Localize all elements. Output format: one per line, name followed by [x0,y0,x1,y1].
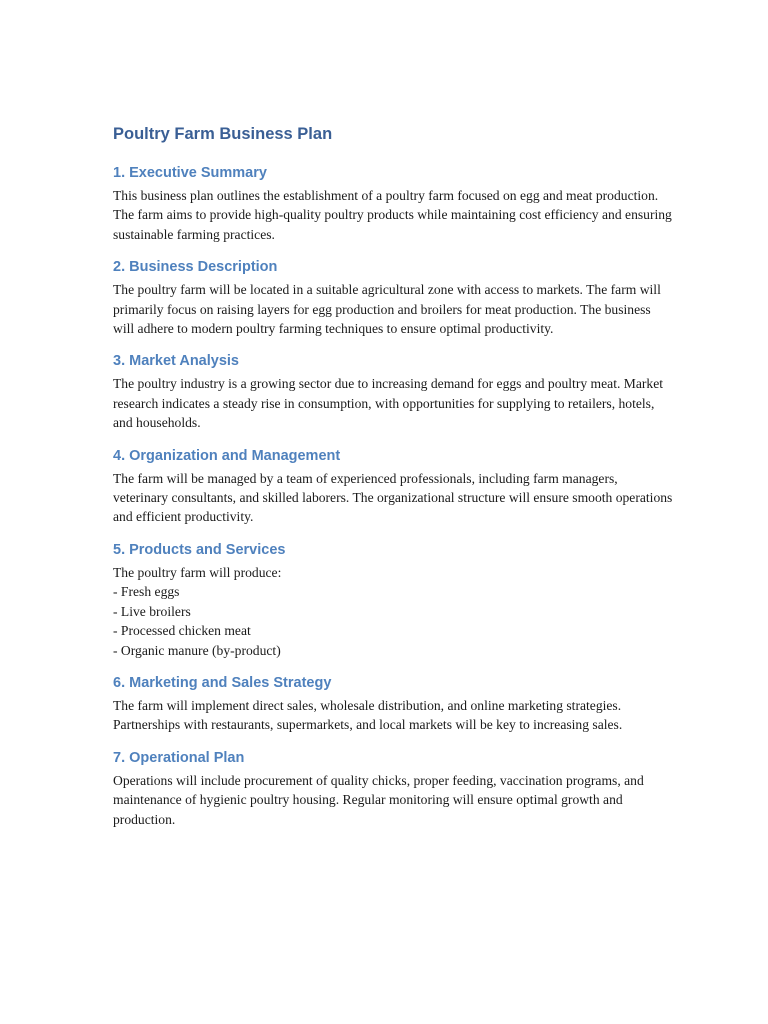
section-body: The farm will implement direct sales, wholesale distribution, and online marketing strategies. Partnerships with restaurants, supermarkets, and local markets will be key to increasing sales. [113,697,623,733]
section-body: The poultry farm will produce: [113,564,282,580]
section-products-services [113,539,673,660]
section-body: This business plan outlines the establishment of a poultry farm focused on egg and meat production. The farm aims to provide high-quality poultry products while maintaining cost efficiency and ensuring sustainable farming practices. [113,188,672,242]
section-heading: 4. Organization and Management [113,447,341,464]
section-market-analysis [113,350,673,432]
list-item: - Live broilers [113,603,191,619]
list-item: - Organic manure (by-product) [113,642,281,658]
list-item: - Fresh eggs [113,584,180,600]
section-operational-plan [113,747,673,829]
section-heading: 6. Marketing and Sales Strategy [113,674,332,691]
section-body: The farm will be managed by a team of experienced professionals, including farm managers, veterinary consultants, and skilled laborers. The organizational structure will ensure smooth operations and efficient productivity. [113,470,673,525]
list-item: - Processed chicken meat [113,623,251,639]
section-heading: 1. Executive Summary [113,165,267,181]
section-heading: 7. Operational Plan [113,749,245,766]
section-heading: 3. Market Analysis [113,353,239,370]
section-heading: 5. Products and Services [113,541,286,558]
section-body: The poultry farm will be located in a suitable agricultural zone with access to markets. The farm will primarily focus on raising layers for egg production and broilers for meat production. The business will adhere to modern poultry farming techniques to ensure optimal productivity. [113,282,661,337]
section-organization-management [113,445,673,527]
section-business-description [113,256,673,338]
products-list [113,582,673,660]
section-heading: 2. Business Description [113,259,278,276]
document-title: Poultry Farm Business Plan [113,125,333,143]
section-executive-summary [113,162,673,244]
document-page [113,122,673,841]
section-body: Operations will include procurement of quality chicks, proper feeding, vaccination programs, and maintenance of hygienic poultry housing. Regular monitoring will ensure optimal growth and production. [113,772,644,827]
section-marketing-sales [113,672,673,735]
section-body: The poultry industry is a growing sector due to increasing demand for eggs and poultry meat. Market research indicates a steady rise in consumption, with opportunities for supplying to retailers, hotels, and households. [113,376,664,431]
